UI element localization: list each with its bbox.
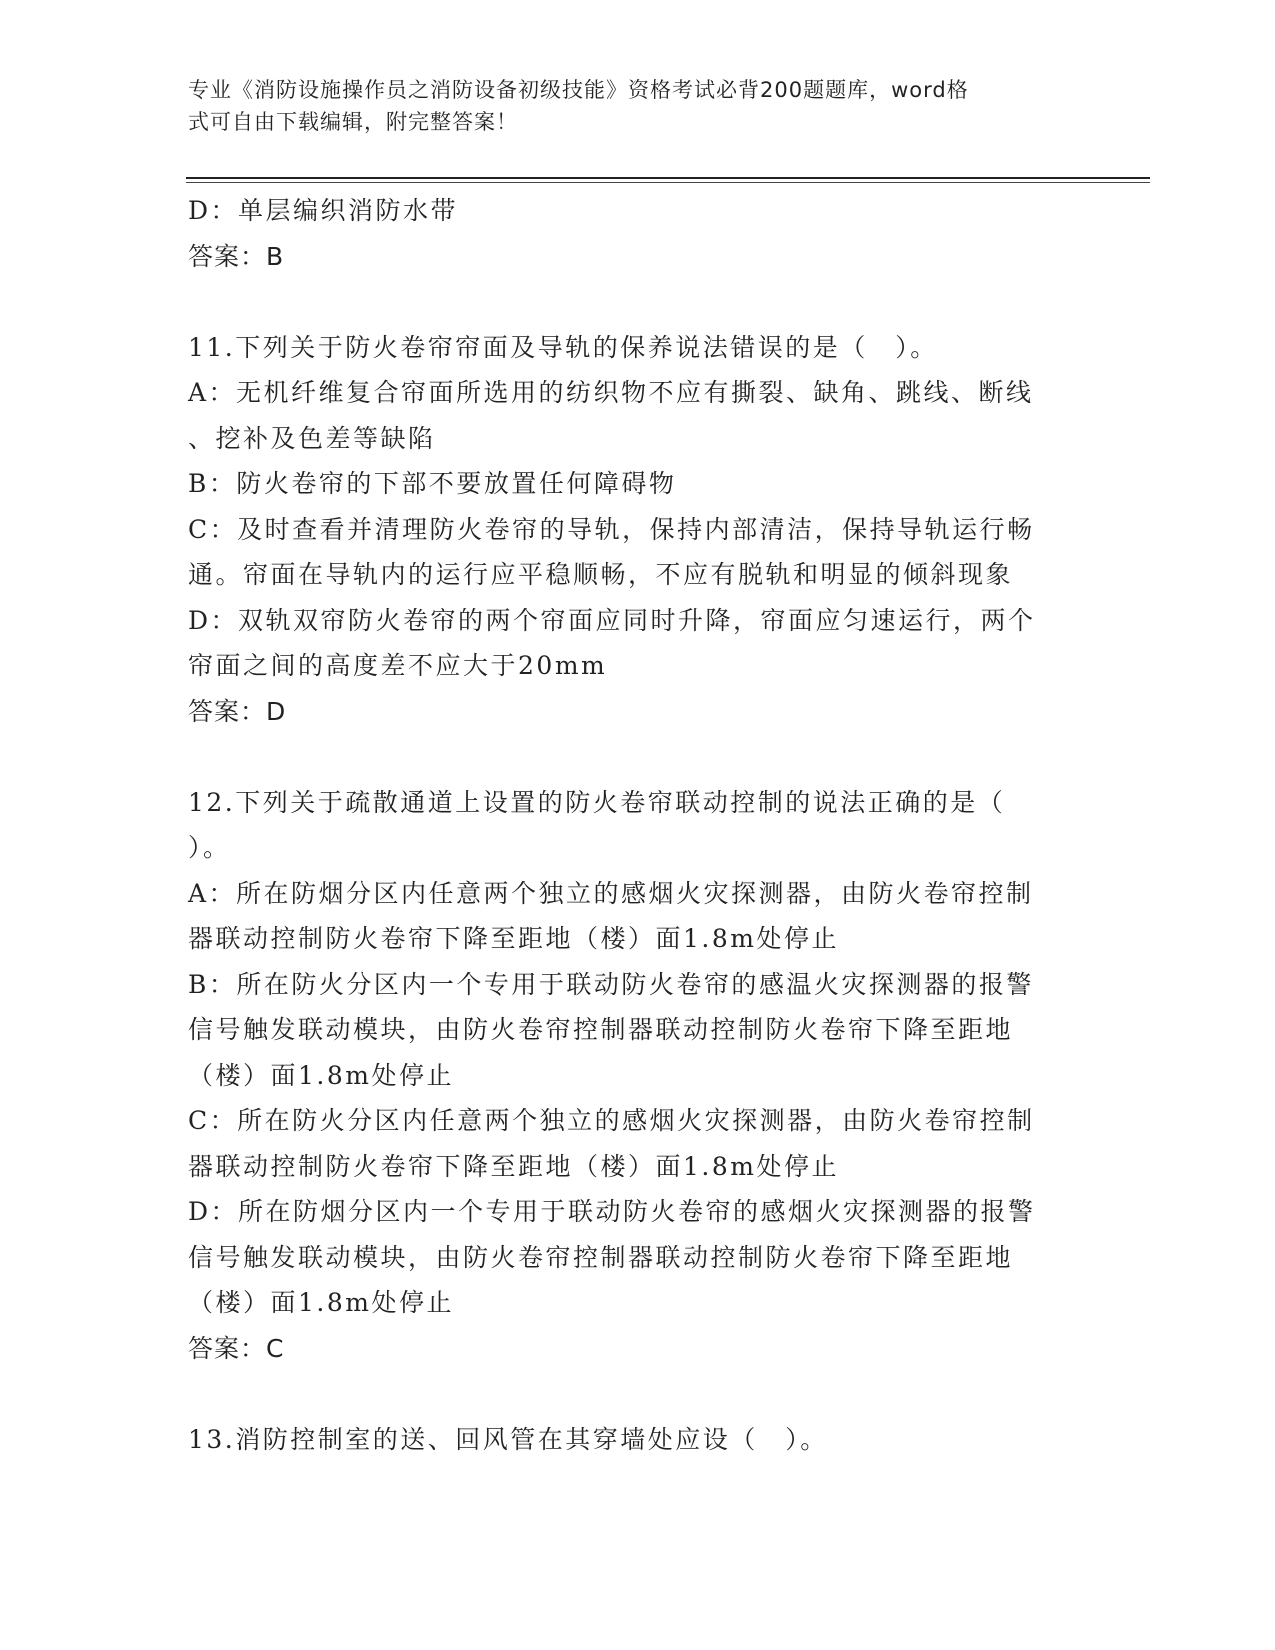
option-d-cont: 帘面之间的高度差不应大于20mm	[188, 651, 608, 680]
option-d-cont: 信号触发联动模块，由防火卷帘控制器联动控制防火卷帘下降至距地	[188, 1242, 1014, 1272]
question-stem: 12.下列关于疏散通道上设置的防火卷帘联动控制的说法正确的是（	[188, 787, 1006, 817]
option-c-cont: 通。帘面在导轨内的运行应平稳顺畅，不应有脱轨和明显的倾斜现象	[188, 560, 1014, 589]
option-d: D：所在防烟分区内一个专用于联动防火卷帘的感烟火灾探测器的报警	[188, 1197, 1036, 1226]
option-d: D：双轨双帘防火卷帘的两个帘面应同时升降，帘面应匀速运行，两个	[188, 605, 1036, 635]
previous-question	[188, 188, 1068, 279]
answer: 答案：B	[188, 241, 285, 271]
option-d-cont-2: （楼）面1.8m处停止	[188, 1288, 454, 1317]
option-b-cont: 信号触发联动模块，由防火卷帘控制器联动控制防火卷帘下降至距地	[188, 1015, 1014, 1044]
answer: 答案：D	[188, 696, 287, 726]
header-line-1: 专业《消防设施操作员之消防设备初级技能》资格考试必背200题题库，word格	[188, 78, 969, 102]
option-c: C：所在防火分区内任意两个独立的感烟火灾探测器，由防火卷帘控制	[188, 1106, 1035, 1135]
question-stem-cont: ）。	[188, 833, 231, 862]
spacer	[188, 279, 1068, 325]
question-stem: 11.下列关于防火卷帘帘面及导轨的保养说法错误的是（ ）。	[188, 332, 938, 362]
spacer	[188, 734, 1068, 780]
option-a-cont: 、挖补及色差等缺陷	[188, 423, 436, 453]
document-header	[188, 74, 1068, 138]
header-line-2: 式可自由下载编辑，附完整答案！	[188, 110, 518, 134]
answer: 答案：C	[188, 1333, 285, 1363]
question-13	[188, 1417, 1068, 1463]
option-b-cont-2: （楼）面1.8m处停止	[188, 1060, 454, 1090]
option-b: B：所在防火分区内一个专用于联动防火卷帘的感温火灾探测器的报警	[188, 969, 1034, 999]
option-d: D：单层编织消防水带	[188, 196, 459, 225]
question-11	[188, 325, 1068, 735]
option-b: B：防火卷帘的下部不要放置任何障碍物	[188, 469, 677, 498]
question-content	[188, 188, 1068, 1462]
question-12	[188, 780, 1068, 1372]
question-stem: 13.消防控制室的送、回风管在其穿墙处应设（ ）。	[188, 1424, 828, 1454]
option-a: A：无机纤维复合帘面所选用的纺织物不应有撕裂、缺角、跳线、断线	[188, 378, 1034, 407]
header-rule-thin	[186, 182, 1150, 183]
header-rule-thick	[186, 177, 1150, 179]
option-c: C：及时查看并清理防火卷帘的导轨，保持内部清洁，保持导轨运行畅	[188, 514, 1035, 544]
spacer	[188, 1371, 1068, 1417]
option-c-cont: 器联动控制防火卷帘下降至距地（楼）面1.8m处停止	[188, 1151, 839, 1181]
option-a: A：所在防烟分区内任意两个独立的感烟火灾探测器，由防火卷帘控制	[188, 878, 1034, 908]
option-a-cont: 器联动控制防火卷帘下降至距地（楼）面1.8m处停止	[188, 924, 839, 953]
